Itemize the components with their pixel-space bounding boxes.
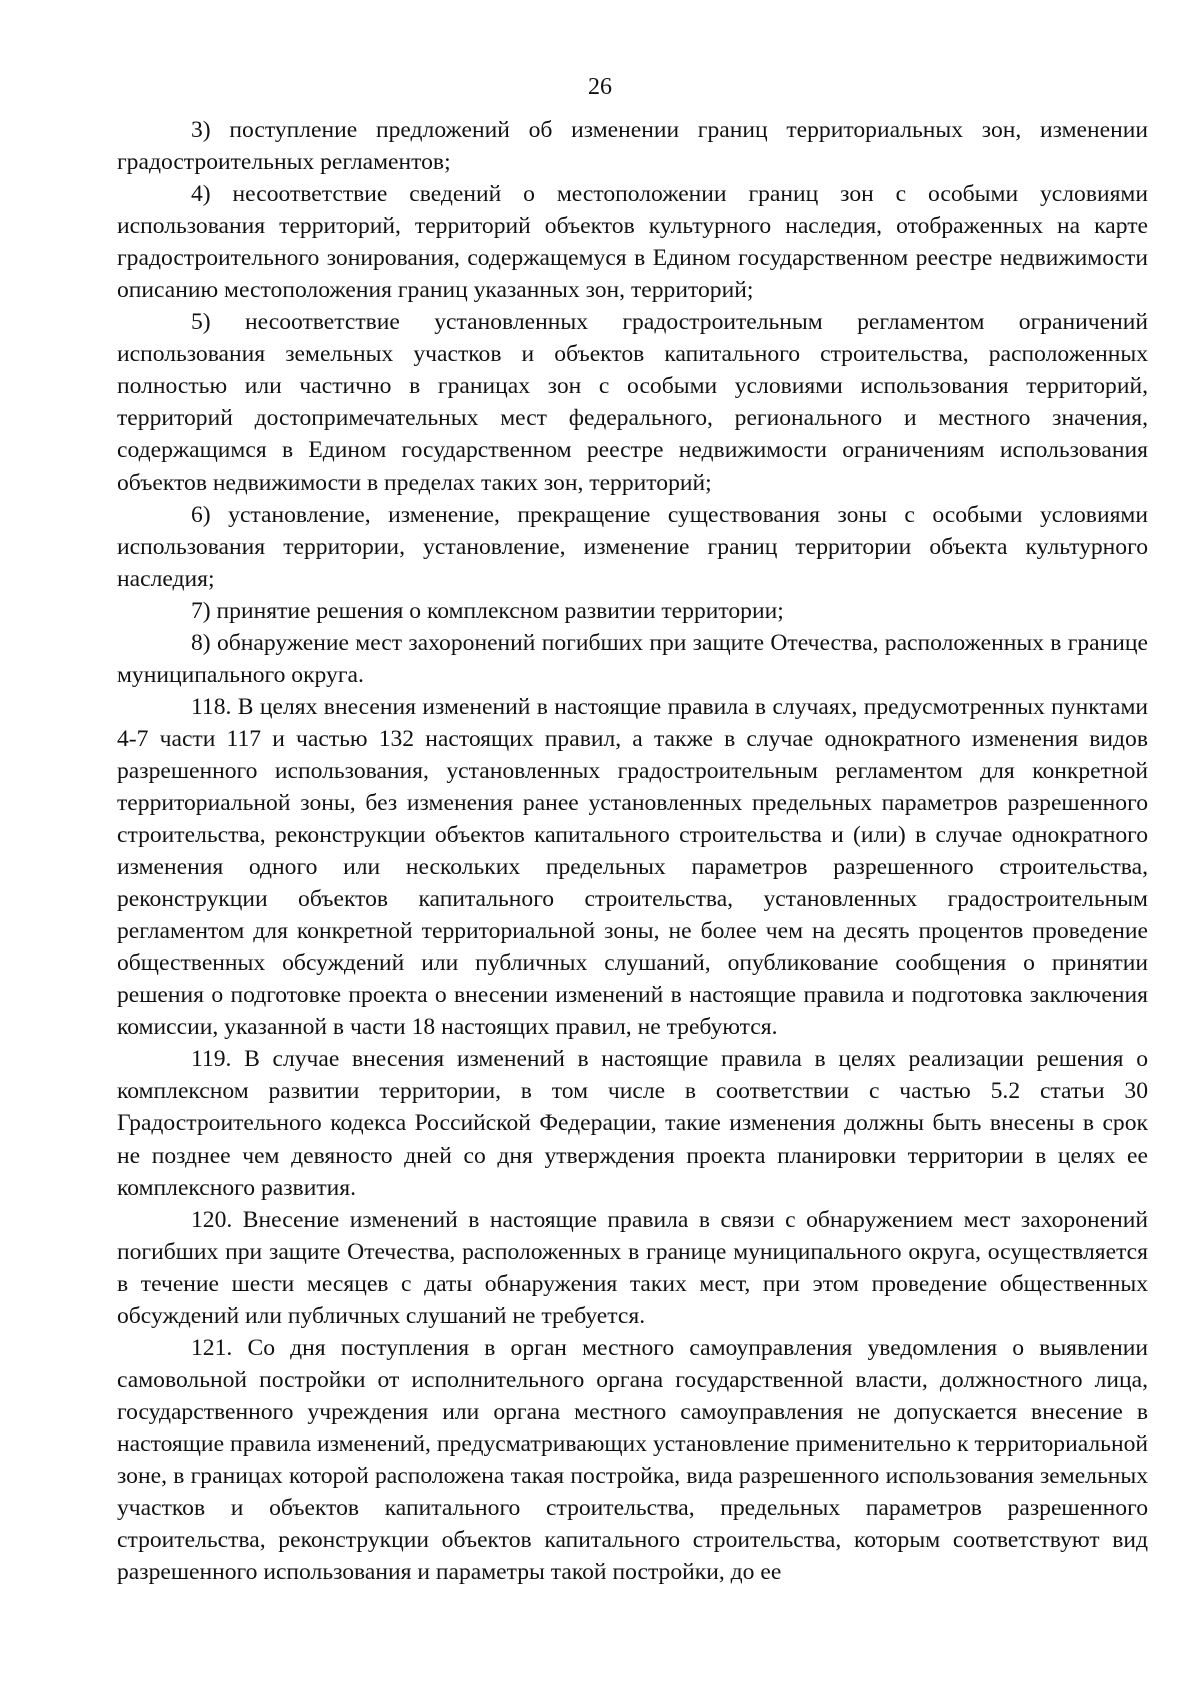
paragraph-item-8: 8) обнаружение мест захоронений погибших при защите Отечества, расположенных в границе муниципального округа. — [117, 629, 1148, 688]
paragraph-item-3: 3) поступление предложений об изменении границ территориальных зон, изменении градостроительных регламентов; — [117, 117, 1148, 176]
paragraph-item-6: 6) установление, изменение, прекращение существования зоны с особыми условиями использования территории, установление, изменение границ территории объекта культурного наследия; — [117, 501, 1148, 592]
paragraph-item-7: 7) принятие решения о комплексном развитии территории; — [191, 597, 784, 624]
paragraph-120: 120. Внесение изменений в настоящие правила в связи с обнаружением мест захоронений погибших при защите Отечества, расположенных в границе муниципального округа, осуществляется в течение шести месяцев с даты обнаружения таких мест, при этом проведение общественных обсуждений или публичных слушаний не требуется. — [117, 1206, 1148, 1329]
document-body — [117, 114, 1148, 1588]
page-number: 26 — [588, 74, 612, 100]
paragraph-118: 118. В целях внесения изменений в настоящие правила в случаях, предусмотренных пунктами 4-7 части 117 и частью 132 настоящих правил, а также в случае однократного изменения видов разрешенного использования, установленных градостроительным регламентом для конкретной территориальной зоны, без изменения ранее установленных предельных параметров разрешенного строительства, реконструкции объектов капитального строительства и (или) в случае однократного изменения одного или нескольких предельных параметров разрешенного строительства, реконструкции объектов капитального строительства, установленных градостроительным регламентом для конкретной территориальной зоны, не более чем на десять процентов проведение общественных обсуждений или публичных слушаний, опубликование сообщения о принятии решения о подготовке проекта о внесении изменений в настоящие правила и подготовка заключения комиссии, указанной в части 18 настоящих правил, не требуются. — [117, 693, 1148, 1041]
paragraph-121: 121. Со дня поступления в орган местного самоуправления уведомления о выявлении самовольной постройки от исполнительного органа государственной власти, должностного лица, государственного учреждения или органа местного самоуправления не допускается внесение в настоящие правила изменений, предусматривающих установление применительно к территориальной зоне, в границах которой расположена такая постройка, вида разрешенного использования земельных участков и объектов капитального строительства, предельных параметров разрешенного строительства, реконструкции объектов капитального строительства, которым соответствуют вид разрешенного использования и параметры такой постройки, до ее — [117, 1334, 1148, 1586]
paragraph-item-5: 5) несоответствие установленных градостроительным регламентом ограничений использования земельных участков и объектов капитального строительства, расположенных полностью или частично в границах зон с особыми условиями использования территорий, территорий достопримечательных мест федерального, регионального и местного значения, содержащимся в Едином государственном реестре недвижимости ограничениям использования объектов недвижимости в пределах таких зон, территорий; — [117, 309, 1148, 496]
paragraph-item-4: 4) несоответствие сведений о местоположении границ зон с особыми условиями использования территорий, территорий объектов культурного наследия, отображенных на карте градостроительного зонирования, содержащемуся в Едином государственном реестре недвижимости описанию местоположения границ указанных зон, территорий; — [117, 181, 1148, 304]
paragraph-119: 119. В случае внесения изменений в настоящие правила в целях реализации решения о комплексном развитии территории, в том числе в соответствии с частью 5.2 статьи 30 Градостроительного кодекса Российской Федерации, такие изменения должны быть внесены в срок не позднее чем девяносто дней со дня утверждения проекта планировки территории в целях ее комплексного развития. — [117, 1046, 1148, 1201]
